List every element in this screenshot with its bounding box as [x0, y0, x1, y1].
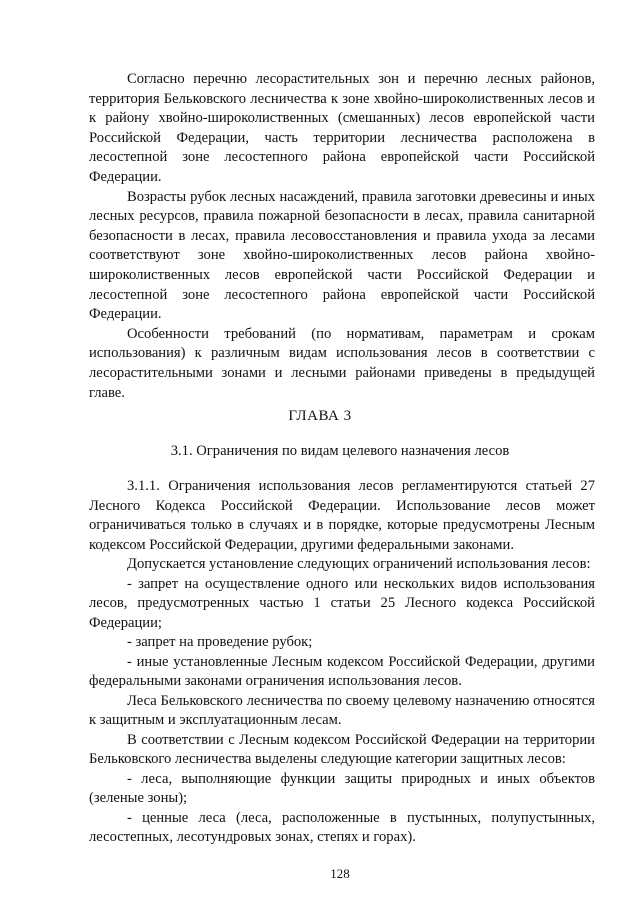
paragraph: Леса Бельковского лесничества по своему целевому назначению относятся к защитным и эксплуатационным лесам. — [89, 692, 595, 728]
paragraph: Особенности требований (по нормативам, параметрам и срокам использования) к различным видам использования лесов в соответствии с лесорастительными зонами и лесными районами приведены в предыдущей главе. — [89, 325, 595, 401]
list-item: - запрет на осуществление одного или нескольких видов использования лесов, предусмотренных частью 1 статьи 25 Лесного кодекса Российской Федерации; — [89, 575, 595, 631]
section-title: 3.1. Ограничения по видам целевого назначения лесов — [170, 443, 510, 459]
chapter-title: ГЛАВА 3 — [288, 408, 352, 424]
paragraph: Возрасты рубок лесных насаждений, правила заготовки древесины и иных лесных ресурсов, правила пожарной безопасности в лесах, правила санитарной безопасности в лесах, правила лесовосстановления и правила ухода за лесами соответствуют зоне хвойно-широколиственных лесов района хвойно-широколиственных лесов европейской части Российской Федерации и лесостепной зоне лесостепного района европейской части Российской Федерации. — [89, 188, 595, 323]
intro-text-block — [89, 70, 595, 403]
list-item: - ценные леса (леса, расположенные в пустынных, полупустынных, лесостепных, лесотундровых зонах, степях и горах). — [89, 809, 595, 845]
paragraph: Согласно перечню лесорастительных зон и перечню лесных районов, территория Бельковского лесничества к зоне хвойно-широколиственных лесов и к району хвойно-широколиственных (смешанных) лесов европейской части Российской Федерации, часть территории лесничества расположена в лесостепной зоне лесостепного района европейской части Российской Федерации. — [89, 71, 595, 185]
list-item: - запрет на проведение рубок; — [127, 634, 313, 650]
paragraph: В соответствии с Лесным кодексом Российской Федерации на территории Бельковского лесничества выделены следующие категории защитных лесов: — [89, 731, 595, 767]
section-text-block — [89, 477, 595, 848]
paragraph: Допускается установление следующих ограничений использования лесов: — [127, 556, 591, 572]
list-item: - иные установленные Лесным кодексом Российской Федерации, другими федеральными законами ограничения использования лесов. — [89, 653, 595, 689]
page-number: 128 — [330, 866, 350, 881]
paragraph: 3.1.1. Ограничения использования лесов регламентируются статьей 27 Лесного Кодекса Российской Федерации. Использование лесов может ограничиваться только в случаях и в порядке, которые предусмотрены Лесным кодексом Российской Федерации, другими федеральными законами. — [89, 478, 595, 553]
list-item: - леса, выполняющие функции защиты природных и иных объектов (зеленые зоны); — [89, 770, 595, 806]
